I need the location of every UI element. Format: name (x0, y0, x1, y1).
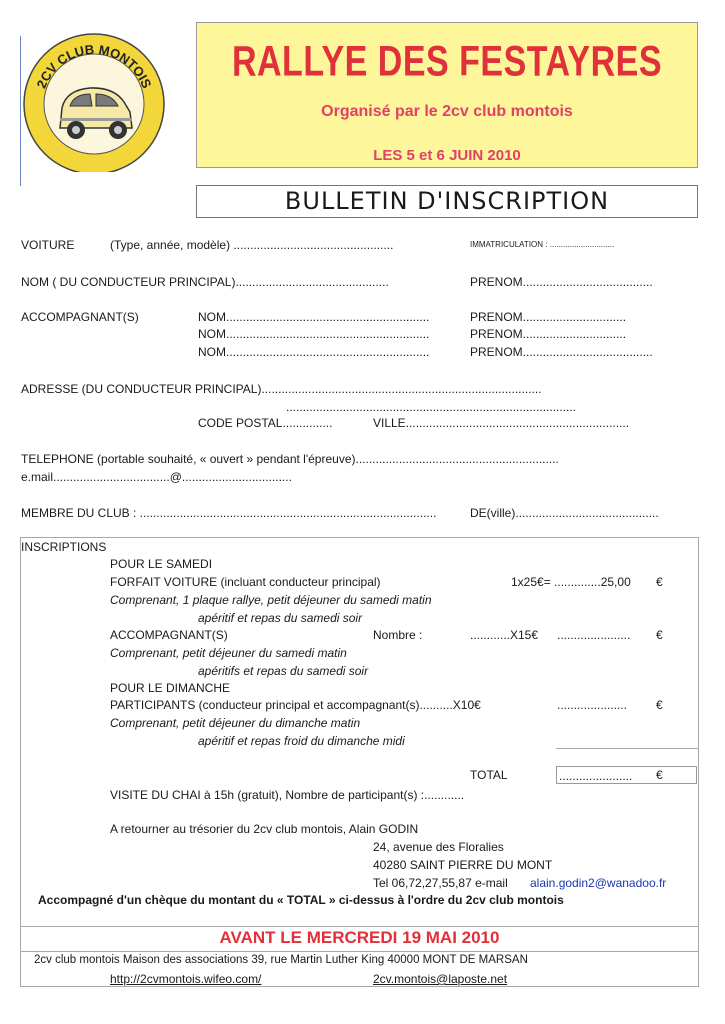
accompagnants-price-field[interactable]: ............X15€ (470, 628, 539, 642)
footer-divider (20, 951, 699, 952)
total-field[interactable]: ...................... (559, 769, 633, 783)
immatriculation-field[interactable]: IMMATRICULATION : ............................. (470, 240, 615, 249)
voiture-label: VOITURE (21, 238, 75, 252)
ville-field[interactable]: VILLE................................................................... (373, 416, 630, 430)
dimanche-description-2: apéritif et repas froid du dimanche midi (198, 734, 405, 748)
svg-text:2CV CLUB MONTOIS: 2CV CLUB MONTOIS (33, 41, 155, 91)
accompagnant-prenom-3[interactable]: PRENOM....................................... (470, 345, 653, 359)
dimanche-heading: POUR LE DIMANCHE (110, 681, 231, 695)
participants-total-field[interactable]: ..................... (557, 698, 628, 712)
accompagnant-nom-2[interactable]: NOM............................................................. (198, 327, 430, 341)
inscriptions-heading: INSCRIPTIONS (21, 540, 107, 554)
accompagnant-nom-1[interactable]: NOM............................................................. (198, 310, 430, 324)
retour-instructions: A retourner au trésorier du 2cv club montois, Alain GODIN (110, 822, 419, 836)
contact-phone: Tel 06,72,27,55,87 e-mail (373, 876, 508, 890)
adresse-line-2[interactable]: ....................................................................................... (286, 400, 577, 414)
accompagnants-label: ACCOMPAGNANT(S) (21, 310, 139, 324)
accompagnants-description-2: apéritifs et repas du samedi soir (198, 664, 369, 678)
voiture-field[interactable]: (Type, année, modèle) ................................................ (110, 238, 394, 252)
club-logo (20, 32, 168, 172)
participants-field[interactable]: PARTICIPANTS (conducteur principal et accompagnant(s)..........X10€ (110, 698, 481, 712)
visite-chai-field[interactable]: VISITE DU CHAI à 15h (gratuit), Nombre de participant(s) :............ (110, 788, 465, 802)
euro-symbol: € (656, 768, 663, 782)
telephone-field[interactable]: TELEPHONE (portable souhaité, « ouvert » pendant l'épreuve)............................................................. (21, 452, 559, 466)
cheque-instructions: Accompagné d'un chèque du montant du « TOTAL » ci-dessus à l'ordre du 2cv club montois (38, 893, 564, 907)
form-title: BULLETIN D'INSCRIPTION (196, 185, 698, 218)
accompagnants-inscription-label: ACCOMPAGNANT(S) (110, 628, 228, 642)
total-label: TOTAL (470, 768, 508, 782)
event-title: RALLYE DES FESTAYRES (231, 38, 663, 86)
samedi-heading: POUR LE SAMEDI (110, 557, 213, 571)
club-address: 2cv club montois Maison des associations 39, rue Martin Luther King 40000 MONT DE MARSAN (34, 954, 528, 966)
event-organizer: Organisé par le 2cv club montois (321, 103, 573, 120)
dimanche-description-1: Comprenant, petit déjeuner du dimanche matin (110, 716, 361, 730)
code-postal-field[interactable]: CODE POSTAL............... (198, 416, 333, 430)
deadline-notice: AVANT LE MERCREDI 19 MAI 2010 (219, 928, 500, 947)
accompagnant-prenom-2[interactable]: PRENOM............................... (470, 327, 627, 341)
prenom-conducteur-field[interactable]: PRENOM....................................... (470, 275, 653, 289)
membre-club-field[interactable]: MEMBRE DU CLUB : ......................................................................................... (21, 506, 437, 520)
total-separator (556, 748, 698, 749)
address-line-1: 24, avenue des Floralies (373, 840, 504, 854)
adresse-field[interactable]: ADRESSE (DU CONDUCTEUR PRINCIPAL).................................................................................... (21, 382, 542, 396)
euro-symbol: € (656, 575, 663, 589)
nombre-label: Nombre : (373, 628, 423, 642)
club-email-link[interactable]: 2cv.montois@laposte.net (373, 972, 508, 986)
forfait-description-1: Comprenant, 1 plaque rallye, petit déjeuner du samedi matin (110, 593, 432, 607)
event-banner (196, 22, 698, 168)
forfait-description-2: apéritif et repas du samedi soir (198, 611, 363, 625)
forfait-voiture-label: FORFAIT VOITURE (incluant conducteur principal) (110, 575, 381, 589)
email-field[interactable]: e.mail...................................@................................. (21, 470, 292, 484)
forfait-voiture-price: 1x25€= ..............25,00 (511, 575, 631, 589)
euro-symbol: € (656, 628, 663, 642)
website-link[interactable]: http://2cvmontois.wifeo.com/ (110, 972, 262, 986)
accompagnant-prenom-1[interactable]: PRENOM............................... (470, 310, 627, 324)
accompagnants-description-1: Comprenant, petit déjeuner du samedi matin (110, 646, 347, 660)
accompagnants-total-field[interactable]: ...................... (557, 628, 631, 642)
address-line-2: 40280 SAINT PIERRE DU MONT (373, 858, 553, 872)
contact-email-link[interactable]: alain.godin2@wanadoo.fr (530, 876, 667, 890)
accompagnant-nom-3[interactable]: NOM............................................................. (198, 345, 430, 359)
nom-conducteur-field[interactable]: NOM ( DU CONDUCTEUR PRINCIPAL).............................................. (21, 275, 389, 289)
euro-symbol: € (656, 698, 663, 712)
event-dates: LES 5 et 6 JUIN 2010 (373, 147, 521, 164)
de-ville-field[interactable]: DE(ville)........................................... (470, 506, 659, 520)
